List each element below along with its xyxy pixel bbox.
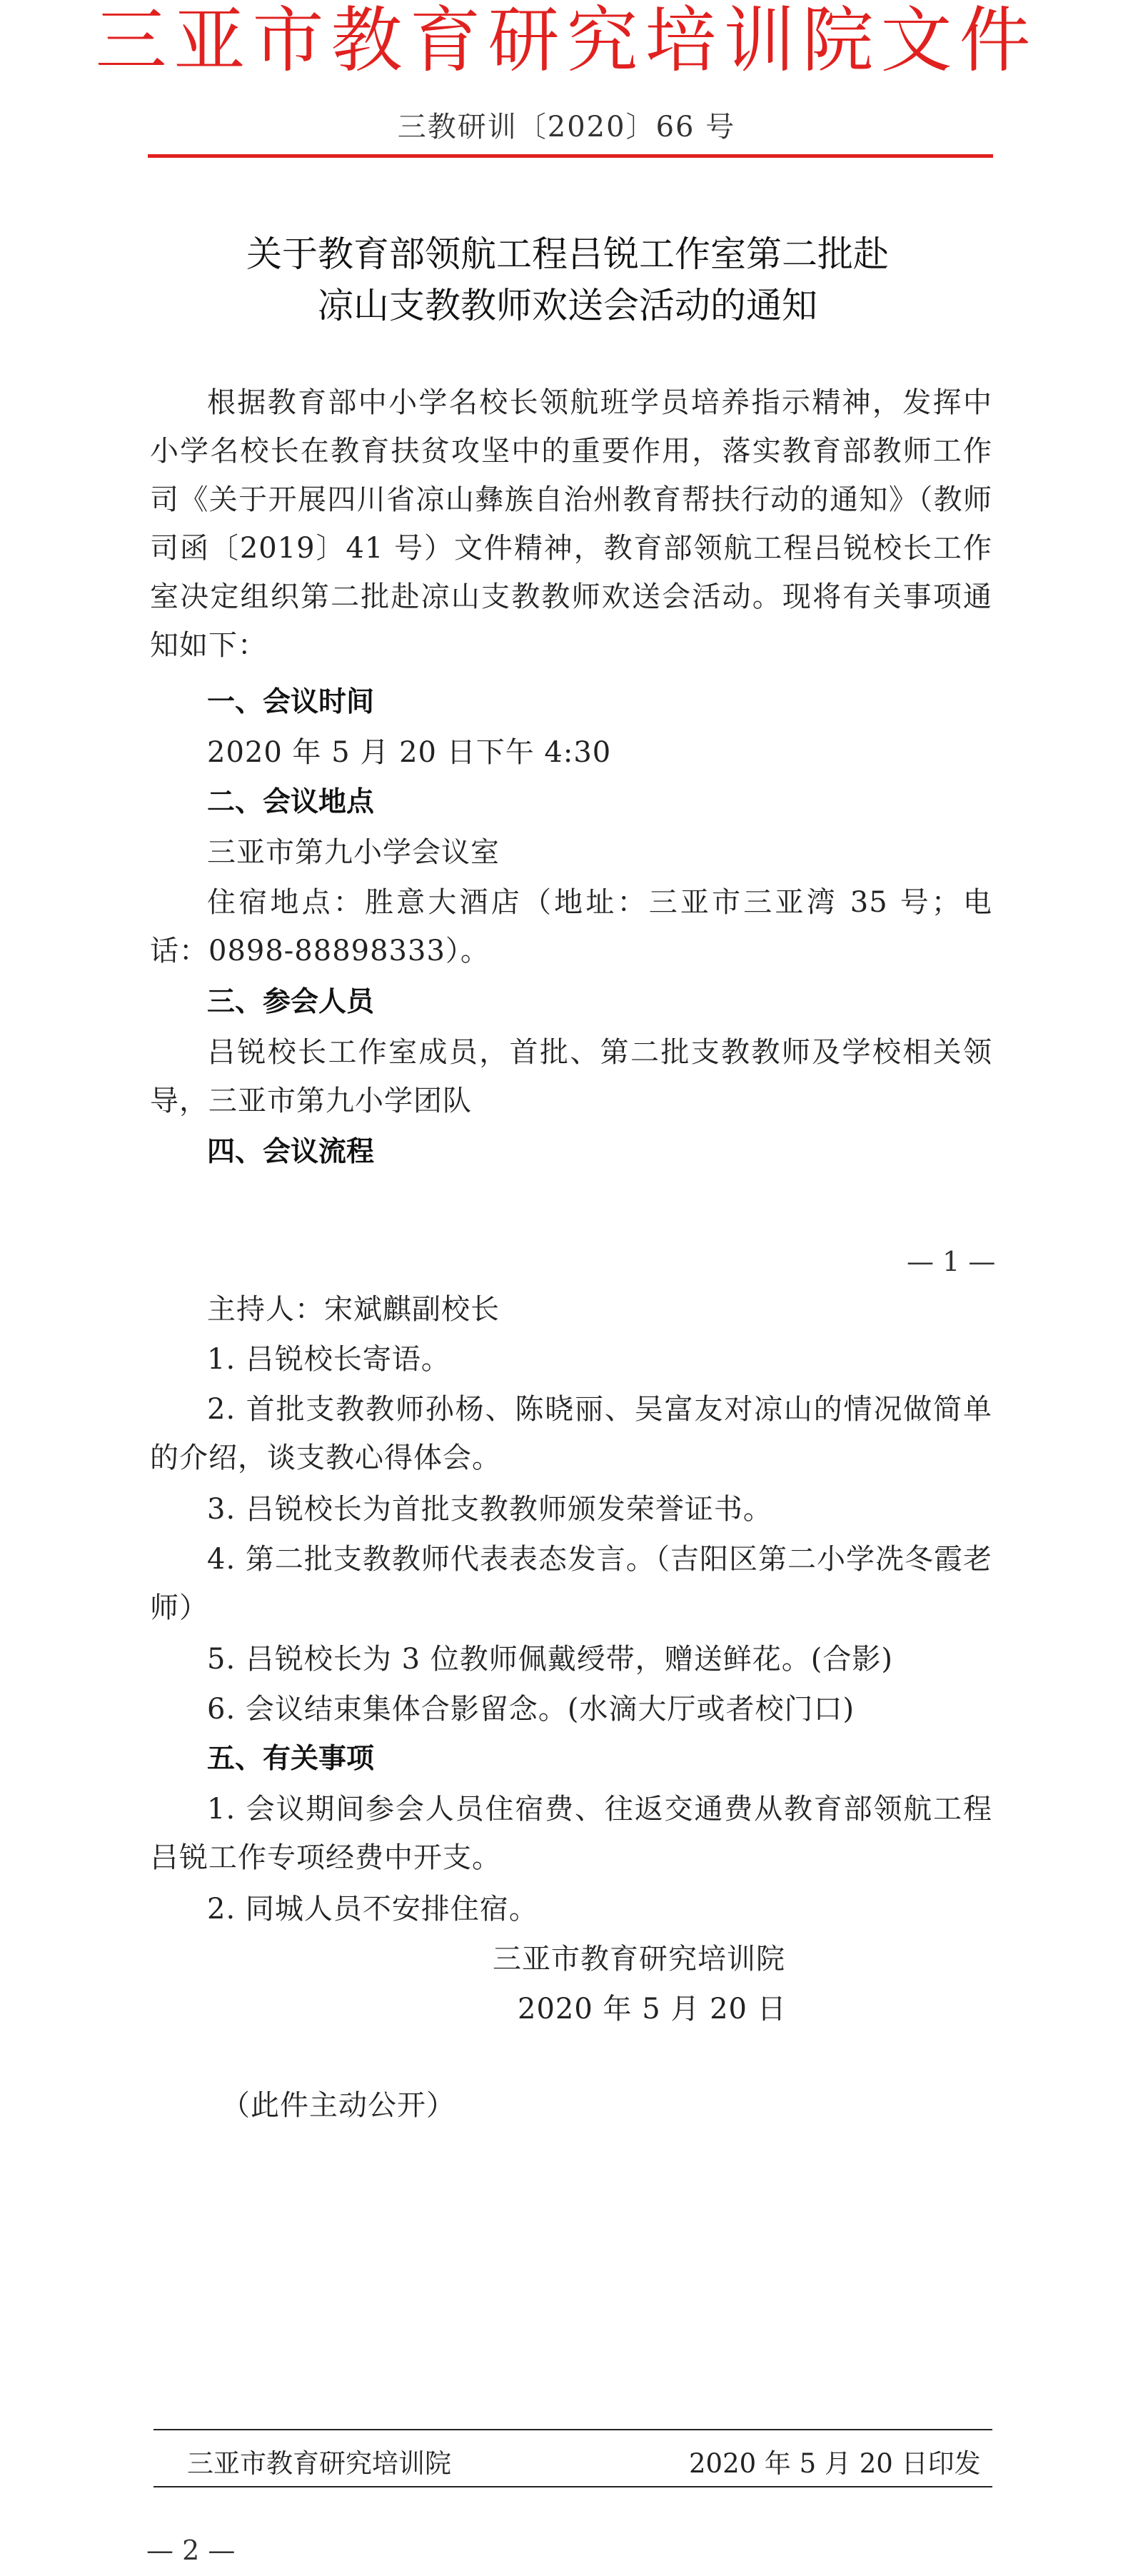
signature-org: 三亚市教育研究培训院 [493, 1943, 785, 1976]
agenda-item-6: 6. 会议结束集体合影留念。(水滴大厅或者校门口) [207, 1693, 855, 1726]
meeting-time: 2020 年 5 月 20 日下午 4:30 [207, 736, 612, 769]
note-item-2: 2. 同城人员不安排住宿。 [207, 1893, 538, 1926]
doc-issuer-header: 三亚市教育研究培训院文件 [95, 0, 1038, 82]
agenda-item-3: 3. 吕锐校长为首批支教教师颁发荣誉证书。 [207, 1493, 772, 1526]
title-line-2: 凉山支教教师欢送会活动的通知 [318, 285, 817, 326]
footer-top-rule [153, 2429, 992, 2430]
section-heading-attendees: 三、参会人员 [207, 986, 375, 1018]
section-heading-time: 一、会议时间 [207, 686, 375, 718]
section-heading-notes: 五、有关事项 [207, 1743, 375, 1775]
doc-number: 三教研训〔2020〕66 号 [397, 111, 736, 144]
attendees-text: 吕锐校长工作室成员，首批、第二批支教教师及学校相关领导，三亚市第九小学团队 [150, 1036, 992, 1117]
agenda-item-2: 2. 首批支教教师孙杨、陈晓丽、吴富友对凉山的情况做简单的介绍，谈支教心得体会。 [150, 1393, 992, 1474]
agenda-item-5: 5. 吕锐校长为 3 位教师佩戴绶带，赠送鲜花。(合影) [207, 1643, 893, 1676]
section-heading-agenda: 四、会议流程 [207, 1136, 375, 1168]
agenda-host: 主持人：宋斌麒副校长 [207, 1293, 500, 1326]
agenda-item-1: 1. 吕锐校长寄语。 [207, 1343, 450, 1376]
agenda-item-4: 4. 第二批支教教师代表表态发言。（吉阳区第二小学冼冬霞老师） [150, 1543, 992, 1624]
footer-print-date: 2020 年 5 月 20 日印发 [689, 2448, 981, 2479]
footer-org: 三亚市教育研究培训院 [187, 2448, 451, 2479]
section-heading-place: 二、会议地点 [207, 786, 375, 818]
title-line-1: 关于教育部领航工程吕锐工作室第二批赴 [246, 233, 889, 275]
footer-bottom-rule [153, 2486, 992, 2487]
red-separator-line [148, 154, 993, 158]
signature-date: 2020 年 5 月 20 日 [518, 1993, 787, 2026]
document-title [143, 228, 992, 331]
disclosure-note: （此件主动公开） [221, 2089, 455, 2122]
note-item-1: 1. 会议期间参会人员住宿费、往返交通费从教育部领航工程吕锐工作专项经费中开支。 [150, 1793, 992, 1874]
page-number-1: — 1 — [907, 1246, 996, 1277]
lodging-info: 住宿地点：胜意大酒店（地址：三亚市三亚湾 35 号；电话：0898-88898333）。 [150, 886, 992, 967]
intro-paragraph: 根据教育部中小学名校长领航班学员培养指示精神，发挥中小学名校长在教育扶贫攻坚中的重要作用，落实教育部教师工作司《关于开展四川省凉山彝族自治州教育帮扶行动的通知》（教师司函〔2019〕41 号）文件精神，教育部领航工程吕锐校长工作室决定组织第二批赴凉山支教教师欢送会活动。现将有关事项通知如下： [150, 386, 992, 662]
page-number-2: — 2 — [146, 2535, 236, 2566]
meeting-venue: 三亚市第九小学会议室 [207, 836, 500, 869]
